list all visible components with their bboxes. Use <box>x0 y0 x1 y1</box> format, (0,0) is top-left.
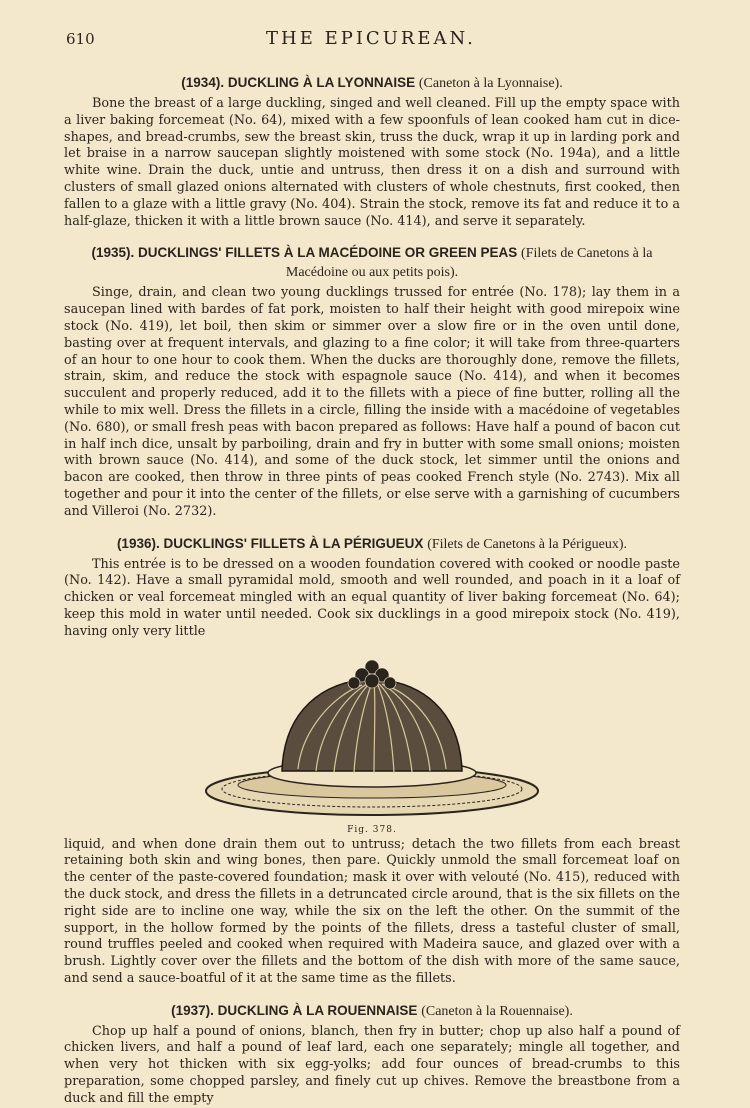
duck-fillets-illustration <box>202 651 542 821</box>
recipe-heading <box>64 1002 680 1021</box>
recipe-text: Bone the breast of a large duckling, singed and well cleaned. Fill up the empty space with a liver baking forcemeat (No. 64), mixed with a few spoonfuls of lean cooked ham cut in dice-shapes, and bread-crumbs, sew the breast skin, truss the duck, wrap it up in larding pork and let braise in a narrow saucepan slightly moistened with some stock (No. 194a), and a little white wine. Drain the duck, untie and untruss, then dress it on a dish and surround with clusters of small glazed onions alternated with clusters of whole chestnuts, first cooked, then fallen to a glaze with a little gravy (No. 404). Strain the stock, remove its fat and reduce it to a half-glaze, thicken it with a little brown sauce (No. 414), and serve it separately. <box>64 96 680 229</box>
recipe-title: (1934). DUCKLING À LA LYONNAISE <box>181 75 416 90</box>
recipe-heading <box>64 535 680 554</box>
recipe-title: (1935). DUCKLINGS' FILLETS À LA MACÉDOINE OR GREEN PEAS <box>91 245 518 261</box>
page-header <box>66 30 686 50</box>
recipe-text: This entrée is to be dressed on a wooden foundation covered with cooked or noodle paste (No. 142). Have a small pyramidal mold, smooth and well rounded, and poach in it a loaf of chicken or veal forcemeat mingled with an equal quantity of liver baking forcemeat (No. 64); keep this mold in water until needed. Cook six ducklings in a good mirepoix stock (No. 419), having only very little <box>64 556 680 639</box>
recipe-1937 <box>64 1002 680 1108</box>
recipe-title: (1937). DUCKLING À LA ROUENNAISE <box>171 1002 418 1018</box>
recipe-title: (1936). DUCKLINGS' FILLETS À LA PÉRIGUEUX <box>116 535 424 551</box>
figure-caption: Fig. 378. <box>347 824 397 835</box>
recipe-french-title: (Caneton à la Rouennaise). <box>421 1003 573 1019</box>
recipe-heading <box>64 74 680 93</box>
running-title: THE EPICUREAN. <box>266 28 476 49</box>
page-content <box>64 74 680 1108</box>
figure-378 <box>64 651 680 835</box>
recipe-text: Singe, drain, and clean two young ducklings trussed for entrée (No. 178); lay them in a saucepan lined with bardes of fat pork, moisten to half their height with good mirepoix wine stock (No. 419), let boil, then skim or simmer over a slow fire or in the oven until done, basting over at frequent intervals, and glazing to a fine color; it will take from three-quarters of an hour to one hour to cook them. When the ducks are thoroughly done, remove the fillets, strain, skim, and reduce the stock with espagnole sauce (No. 414), and when it becomes succulent and properly reduced, add it to the fillets with a piece of fine butter, rolling all the while to mix well. Dress the fillets in a circle, filling the inside with a macédoine of vegetables (No. 680), or small fresh peas with bacon prepared as follows: Have half a pound of bacon cut in half inch dice, unsalt by parboiling, drain and fry in butter with some small onions; moisten with brown sauce (No. 414), and some of the duck stock, let simmer until the onions and bacon are cooked, then throw in three pints of peas cooked French style (No. 2743). Mix all together and pour it into the center of the fillets, or else serve with a garnishing of cucumbers and Villeroi (No. 2732). <box>64 285 680 519</box>
recipe-french-title: (Caneton à la Lyonnaise). <box>418 76 563 91</box>
recipe-1936 <box>64 535 680 988</box>
recipe-text-continued: liquid, and when done drain them out to untruss; detach the two fillets from each breast retaining both skin and wing bones, then pare. Quickly unmold the small forcemeat loaf on the center of the paste-covered foundation; mask it over with velouté (No. 415), reduced with the duck stock, and dress the fillets in a detruncated circle around, that is the six fillets on the right side are to incline one way, while the six on the left the other. On the summit of the support, in the hollow formed by the points of the fillets, dress a tasteful cluster of small, round truffles peeled and cooked when required with Madeira sauce, and glazed over with a brush. Lightly cover over the fillets and the bottom of the dish with more of the same sauce, and send a sauce-boatful of it at the same time as the fillets. <box>64 836 680 986</box>
page-number: 610 <box>66 30 95 48</box>
recipe-1934 <box>64 74 680 230</box>
recipe-heading <box>64 244 680 282</box>
recipe-1935 <box>64 244 680 520</box>
recipe-text: Chop up half a pound of onions, blanch, then fry in butter; chop up also half a pound of chicken livers, and half a pound of leaf lard, each one separately; mingle all together, and when very hot thicken with six egg-yolks; add four ounces of bread-crumbs to this preparation, some chopped parsley, and finely cut up chives. Remove the breastbone from a duck and fill the empty <box>64 1023 680 1106</box>
recipe-french-title: (Filets de Canetons à la Macédoine ou aux petits pois). <box>285 246 653 281</box>
recipe-french-title: (Filets de Canetons à la Périgueux). <box>427 536 628 552</box>
